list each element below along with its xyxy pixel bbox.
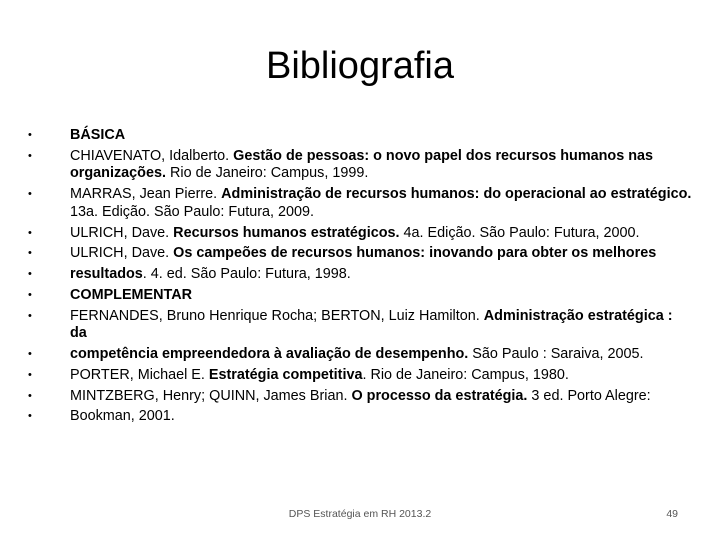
bullet-icon: • xyxy=(28,348,32,361)
bibliography-item xyxy=(28,186,693,221)
reference-text: 3 ed. Porto Alegre: xyxy=(527,387,651,404)
reference-text: ULRICH, Dave. xyxy=(70,245,174,262)
bibliography-item xyxy=(28,245,693,263)
reference-title: O processo da estratégia. xyxy=(351,387,528,404)
reference-title: COMPLEMENTAR xyxy=(70,286,193,303)
reference-title: Administração de recursos humanos: do operacional ao estratégico. xyxy=(221,186,692,203)
reference-text: FERNANDES, Bruno Henrique Rocha; BERTON, Luiz Hamilton. xyxy=(70,307,484,324)
reference-text: MINTZBERG, Henry; QUINN, James Brian. xyxy=(70,387,352,404)
reference-text: São Paulo : Saraiva, 2005. xyxy=(468,346,644,363)
bibliography-item xyxy=(28,266,693,284)
reference-text: PORTER, Michael E. xyxy=(70,366,209,383)
reference-text: 13a. Edição. São Paulo: Futura, 2009. xyxy=(70,203,315,220)
bibliography-item xyxy=(28,308,693,343)
reference-title: Recursos humanos estratégicos. xyxy=(173,224,400,241)
bullet-icon: • xyxy=(28,149,32,162)
bullet-icon: • xyxy=(28,247,32,260)
bullet-icon: • xyxy=(28,288,32,301)
bibliography-item xyxy=(28,408,693,426)
reference-title: resultados xyxy=(70,266,143,283)
bibliography-content xyxy=(28,127,693,429)
bullet-icon: • xyxy=(28,410,32,423)
reference-text: CHIAVENATO, Idalberto. xyxy=(70,147,234,164)
reference-text: Rio de Janeiro: Campus, 1999. xyxy=(165,165,369,182)
bibliography-item xyxy=(28,367,693,385)
bibliography-item xyxy=(28,346,693,364)
bibliography-item xyxy=(28,287,693,305)
bullet-icon: • xyxy=(28,368,32,381)
bibliography-item xyxy=(28,148,693,183)
bibliography-item xyxy=(28,127,693,145)
reference-text: . 4. ed. São Paulo: Futura, 1998. xyxy=(142,266,351,283)
reference-title: Estratégia competitiva xyxy=(208,366,363,383)
bibliography-item xyxy=(28,388,693,406)
bullet-icon: • xyxy=(28,188,32,201)
reference-text: Bookman, 2001. xyxy=(70,408,175,425)
bullet-icon: • xyxy=(28,129,32,141)
bullet-icon: • xyxy=(28,389,32,402)
page-number: 49 xyxy=(666,508,678,520)
reference-title: Administração estratégica : da xyxy=(70,307,673,342)
bibliography-item xyxy=(28,225,693,243)
reference-text: 4a. Edição. São Paulo: Futura, 2000. xyxy=(399,224,640,241)
slide-title: Bibliografia xyxy=(266,45,454,87)
bibliography-list xyxy=(28,127,693,426)
reference-text: ULRICH, Dave. xyxy=(70,224,174,241)
slide-footer: DPS Estratégia em RH 2013.2 xyxy=(288,508,432,520)
reference-text: . Rio de Janeiro: Campus, 1980. xyxy=(362,366,569,383)
bullet-icon: • xyxy=(28,309,32,322)
reference-text: MARRAS, Jean Pierre. xyxy=(70,186,222,203)
reference-title: BÁSICA xyxy=(70,127,126,143)
bullet-icon: • xyxy=(28,268,32,281)
bullet-icon: • xyxy=(28,226,32,239)
reference-title: Gestão de pessoas: o novo papel dos recursos humanos nas organizações. xyxy=(70,147,654,182)
reference-title: competência empreendedora à avaliação de desempenho. xyxy=(70,346,469,363)
reference-title: Os campeões de recursos humanos: inovando para obter os melhores xyxy=(173,245,657,262)
